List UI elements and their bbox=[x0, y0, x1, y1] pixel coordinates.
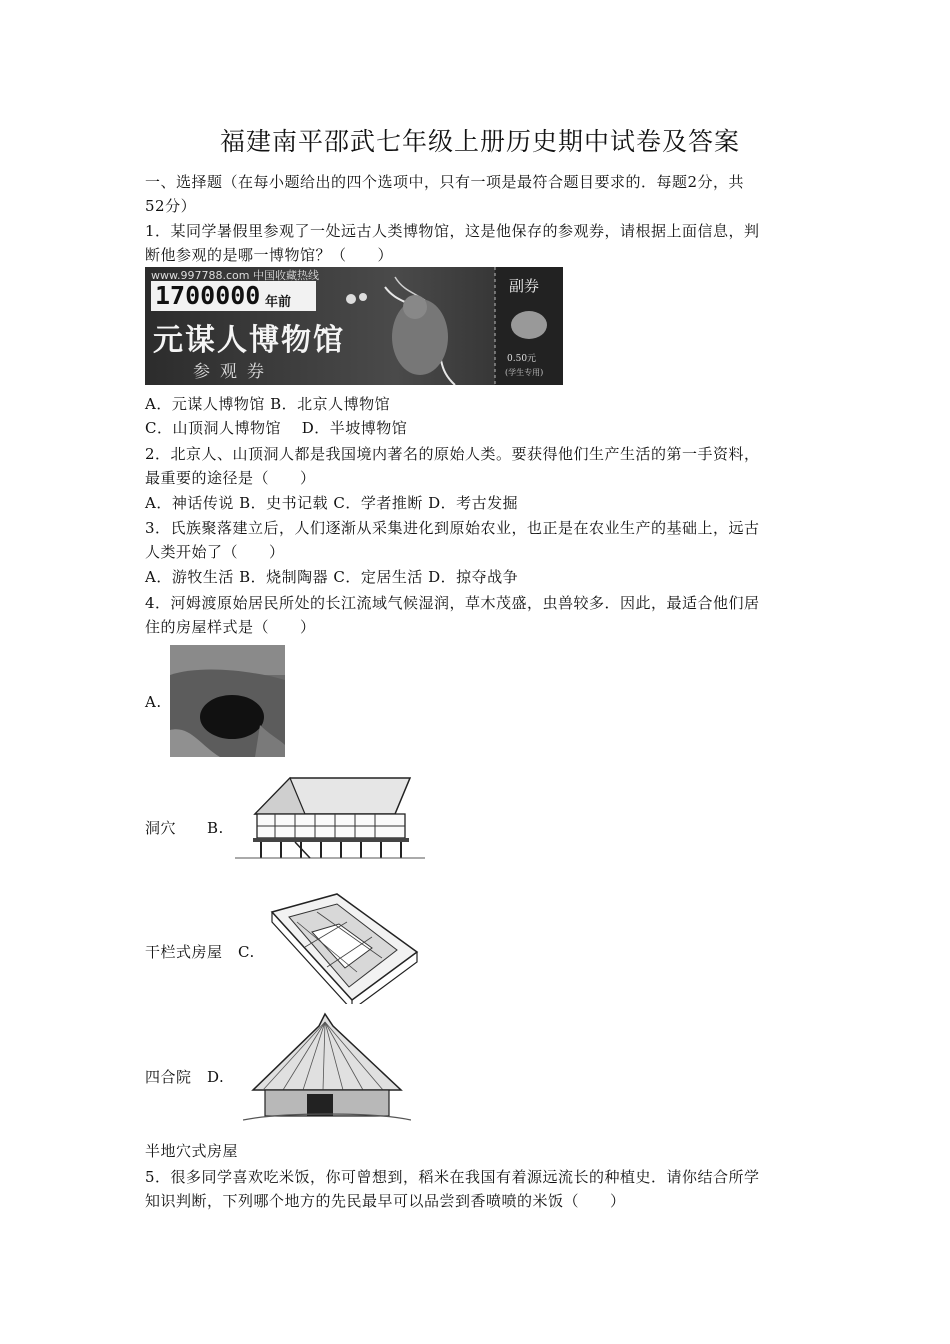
ticket-stub-label: 副券 bbox=[509, 277, 540, 295]
q4-option-c-row: 干栏式房屋 C. bbox=[145, 943, 255, 961]
q2-options: A．神话传说 B．史书记载 C．学者推断 D．考古发掘 bbox=[145, 494, 519, 512]
q4-option-d-caption: 半地穴式房屋 bbox=[145, 1142, 239, 1160]
stilt-house-svg bbox=[235, 774, 425, 862]
q4-option-d-row: 四合院 D. bbox=[145, 1068, 225, 1086]
ticket-years: 1700000 bbox=[155, 281, 261, 310]
q5-stem-line2: 知识判断，下列哪个地方的先民最早可以品尝到香喷喷的米饭（ ） bbox=[145, 1192, 626, 1210]
section-heading-line2: 52分） bbox=[145, 197, 197, 215]
section-heading-line1: 一、选择题（在每小题给出的四个选项中，只有一项是最符合题目要求的．每题2分，共 bbox=[145, 173, 745, 191]
ticket-price: 0.50元 bbox=[507, 354, 537, 364]
stilt-house-drawing bbox=[235, 774, 425, 862]
q4-option-a-label: A. bbox=[145, 693, 162, 711]
semi-subterranean-house-svg bbox=[243, 1012, 411, 1127]
page-title: 福建南平邵武七年级上册历史期中试卷及答案 bbox=[219, 127, 740, 156]
q1-stem-line1: 1．某同学暑假里参观了一处远古人类博物馆，这是他保存的参观券，请根据上面信息，判 bbox=[145, 222, 760, 240]
q4-option-b-row: 洞穴 B. bbox=[145, 819, 224, 837]
cave-photo bbox=[170, 645, 285, 757]
museum-ticket-image bbox=[145, 267, 563, 385]
q4-stem-line2: 住的房屋样式是（ ） bbox=[145, 618, 316, 636]
q1-stem-line2: 断他参观的是哪一博物馆？（ ） bbox=[145, 246, 394, 264]
ticket-note: (学生专用) bbox=[505, 368, 544, 377]
ticket-years-suffix: 年前 bbox=[265, 295, 292, 310]
q2-stem-line1: 2．北京人、山顶洞人都是我国境内著名的原始人类。要获得他们生产生活的第一手资料， bbox=[145, 445, 760, 463]
ticket-museum-name: 元谋人博物馆 bbox=[153, 323, 345, 358]
semi-subterranean-house-drawing bbox=[243, 1012, 411, 1127]
ticket-website: www.997788.com 中国收藏热线 bbox=[151, 269, 319, 282]
ticket-kind: 参观券 bbox=[193, 362, 274, 382]
q5-stem-line1: 5．很多同学喜欢吃米饭，你可曾想到，稻米在我国有着源远流长的种植史．请你结合所学 bbox=[145, 1168, 760, 1186]
q1-options-line1: A．元谋人博物馆 B．北京人博物馆 bbox=[145, 395, 391, 413]
q2-stem-line2: 最重要的途径是（ ） bbox=[145, 469, 316, 487]
courtyard-house-drawing bbox=[267, 892, 422, 1004]
q3-options: A．游牧生活 B．烧制陶器 C．定居生活 D．掠夺战争 bbox=[145, 568, 519, 586]
cave-photo-drawing bbox=[170, 645, 285, 757]
q3-stem-line1: 3．氏族聚落建立后，人们逐渐从采集进化到原始农业，也正是在农业生产的基础上，远古 bbox=[145, 519, 760, 537]
q3-stem-line2: 人类开始了（ ） bbox=[145, 543, 285, 561]
courtyard-house-svg bbox=[267, 892, 422, 1004]
q4-stem-line1: 4．河姆渡原始居民所处的长江流域气候湿润，草木茂盛，虫兽较多．因此，最适合他们居 bbox=[145, 594, 760, 612]
q1-options-line2: C．山顶洞人博物馆 D．半坡博物馆 bbox=[145, 419, 408, 437]
